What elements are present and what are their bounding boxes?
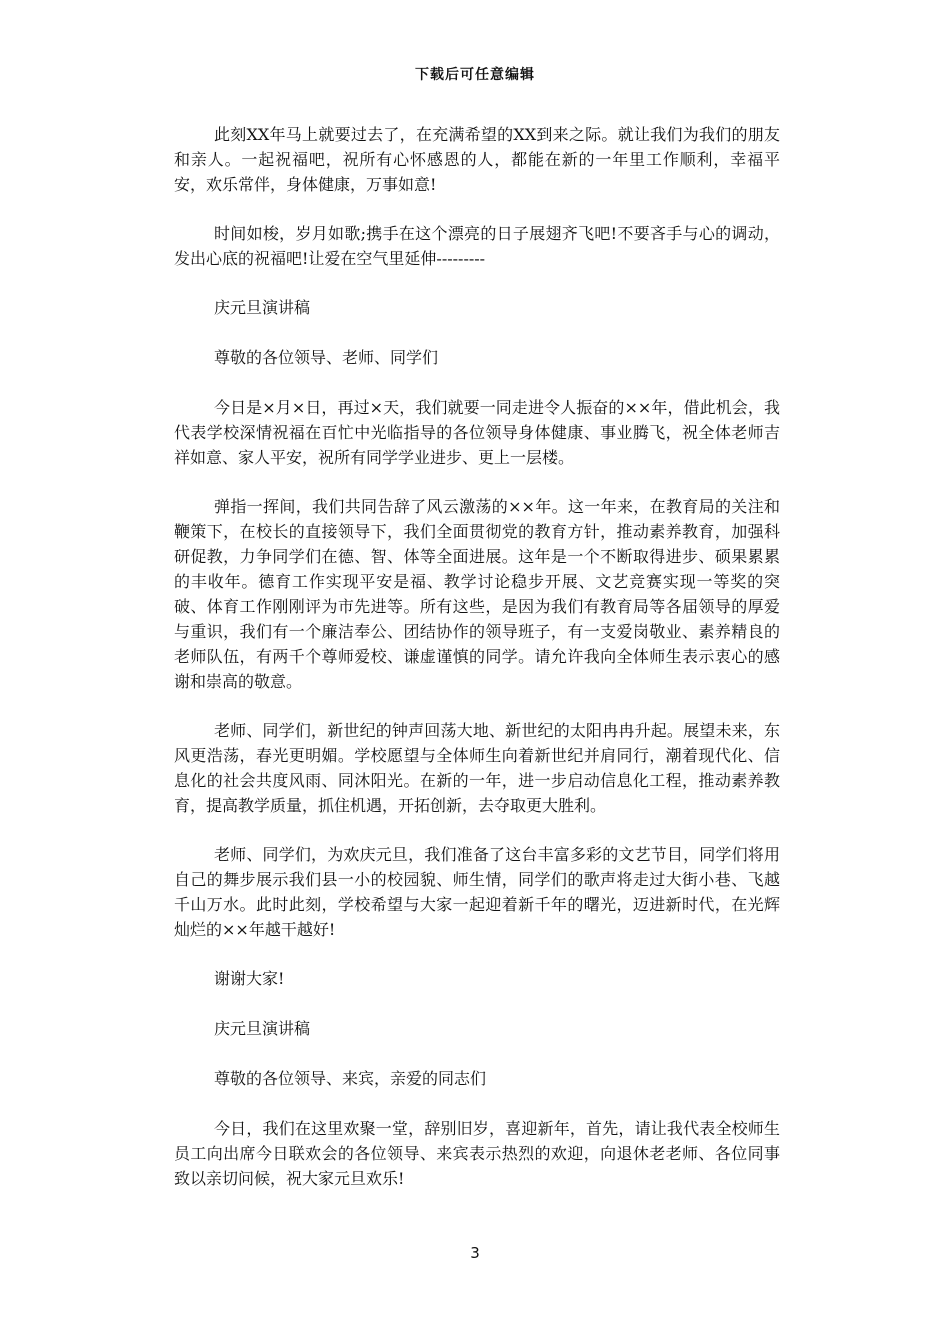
paragraph: 老师、同学们，为欢庆元旦，我们准备了这台丰富多彩的文艺节目，同学们将用自己的舞步展示我们县一小的校园貌、师生情，同学们的歌声将走过大街小巷、飞越千山万水。此时此刻，学校希望与大家一起迎着新千年的曙光，迈进新时代，在光辉灿烂的××年越干越好!	[174, 845, 780, 939]
page-number: 3	[470, 1244, 480, 1262]
paragraph: 时间如梭，岁月如歌;携手在这个漂亮的日子展翅齐飞吧!不要吝手与心的调动，发出心底的祝福吧!让爱在空气里延伸---------	[174, 224, 780, 268]
page-header: 下载后可任意编辑	[415, 67, 535, 83]
paragraph: 老师、同学们，新世纪的钟声回荡大地、新世纪的太阳冉冉升起。展望未来，东风更浩荡，春光更明媚。学校愿望与全体师生向着新世纪并肩同行，潮着现代化、信息化的社会共度风雨、同沐阳光。在新的一年，进一步启动信息化工程，推动素养教育，提高教学质量，抓住机遇，开拓创新，去夺取更大胜利。	[174, 721, 780, 815]
paragraph: 此刻XX年马上就要过去了，在充满希望的XX到来之际。就让我们为我们的朋友和亲人。一起祝福吧，祝所有心怀感恩的人，都能在新的一年里工作顺利，幸福平安，欢乐常伴，身体健康，万事如意!	[174, 125, 780, 194]
paragraph: 弹指一挥间，我们共同告辞了风云激荡的××年。这一年来，在教育局的关注和鞭策下，在校长的直接领导下，我们全面贯彻党的教育方针，推动素养教育，加强科研促教，力争同学们在德、智、体等全面进展。这年是一个不断取得进步、硕果累累的丰收年。德育工作实现平安是福、教学讨论稳步开展、文艺竞赛实现一等奖的突破、体育工作刚刚评为市先进等。所有这些，是因为我们有教育局等各届领导的厚爱与重识，我们有一个廉洁奉公、团结协作的领导班子，有一支爱岗敬业、素养精良的老师队伍，有两千个尊师爱校、谦虚谨慎的同学。请允许我向全体师生表示衷心的感谢和崇高的敬意。	[174, 497, 780, 691]
salutation: 尊敬的各位领导、来宾，亲爱的同志们	[214, 1069, 487, 1088]
paragraph: 今日是×月×日，再过×天，我们就要一同走进令人振奋的××年，借此机会，我代表学校深情祝福在百忙中光临指导的各位领导身体健康、事业腾飞，祝全体老师吉祥如意、家人平安，祝所有同学学业进步、更上一层楼。	[174, 398, 780, 467]
section-title: 庆元旦演讲稿	[214, 298, 311, 317]
section-title: 庆元旦演讲稿	[214, 1019, 311, 1038]
document-body	[174, 122, 780, 1215]
closing-line: 谢谢大家!	[214, 969, 285, 988]
salutation: 尊敬的各位领导、老师、同学们	[214, 348, 439, 367]
paragraph: 今日，我们在这里欢聚一堂，辞别旧岁，喜迎新年，首先，请让我代表全校师生员工向出席今日联欢会的各位领导、来宾表示热烈的欢迎，向退休老老师、各位同事致以亲切问候，祝大家元旦欢乐!	[174, 1119, 780, 1188]
